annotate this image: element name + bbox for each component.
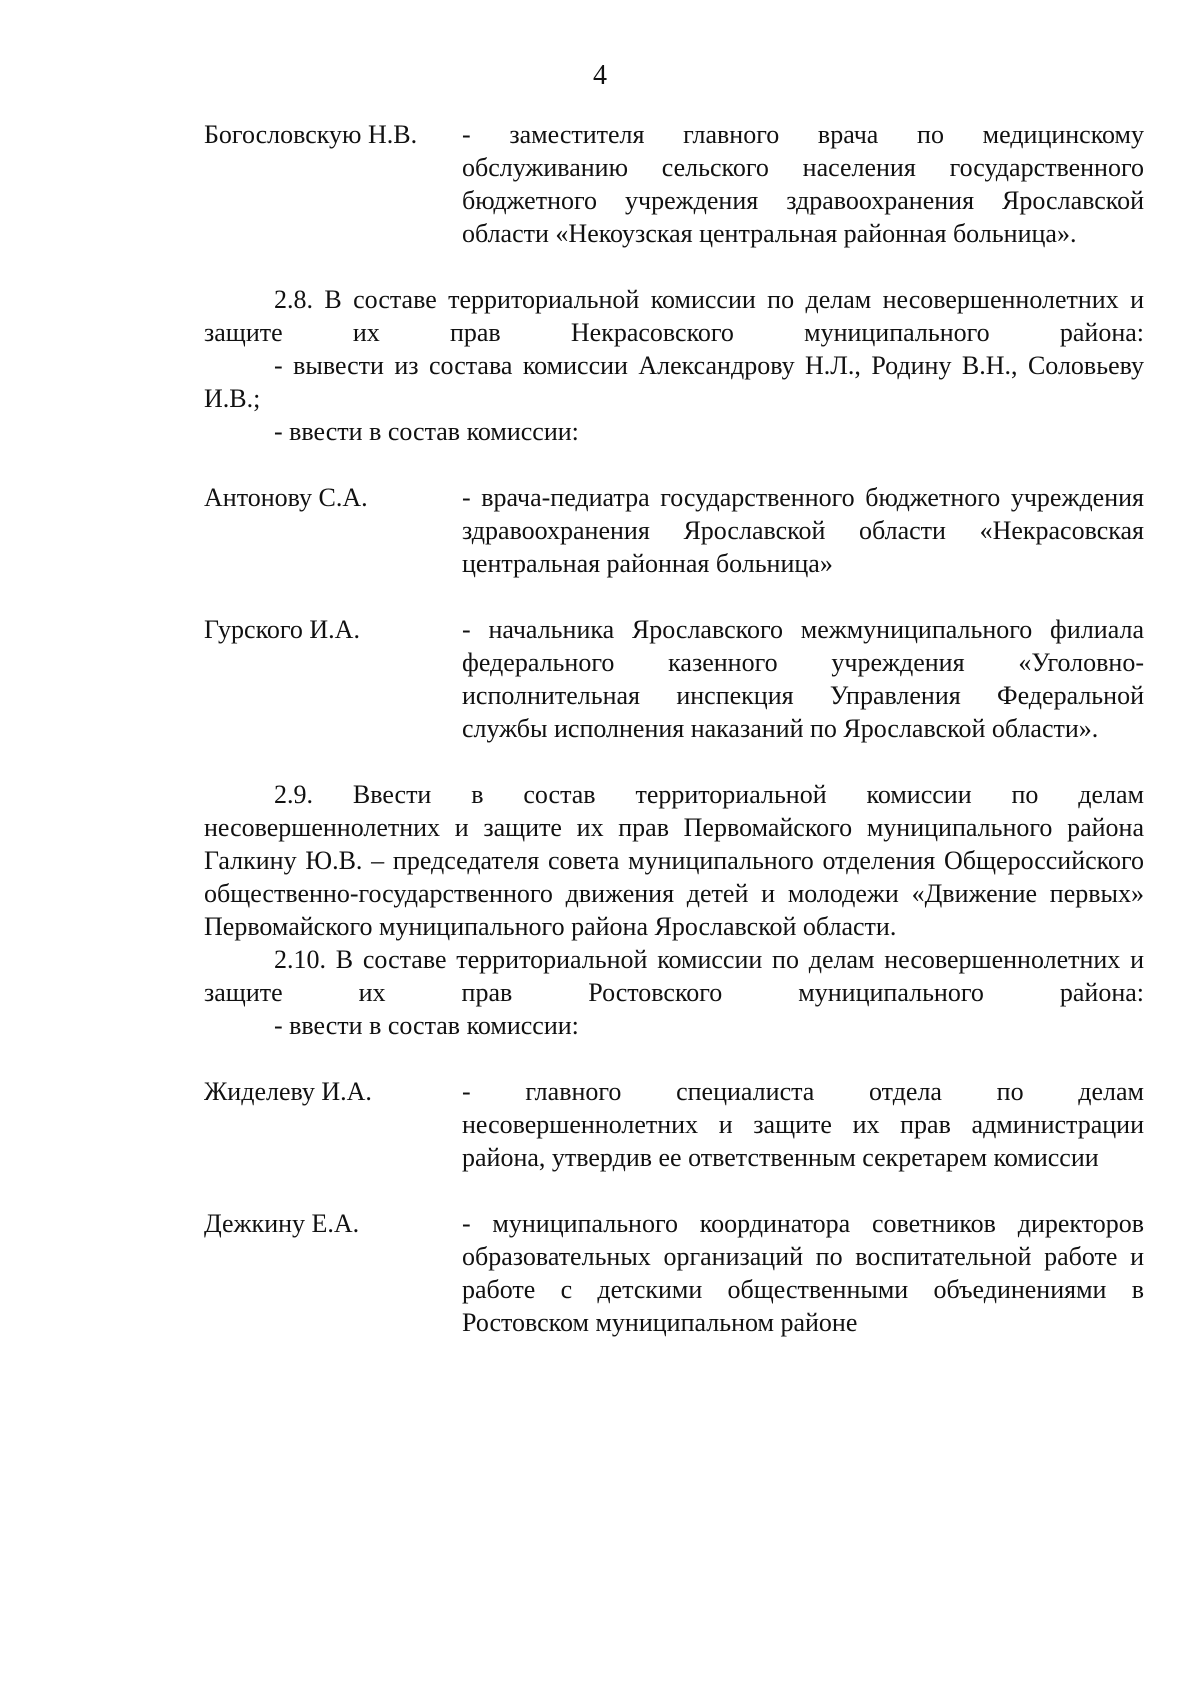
member-role: - врача-педиатра государственного бюджетного учреждения здравоохранения Ярославской области «Некрасовская центральная районная больница» xyxy=(462,483,1144,578)
member-role: - начальника Ярославского межмуниципального филиала федерального казенного учреждения «Уголовно-исполнительная инспекция Управления Федеральной службы исполнения наказаний по Ярославской области». xyxy=(462,615,1144,743)
member-entry-gurskiy xyxy=(204,613,1144,745)
section-2-8-remove-line: - вывести из состава комиссии Александрову Н.Л., Родину В.Н., Соловьеву И.В.; xyxy=(204,351,1144,413)
member-entry-antonova xyxy=(204,481,1144,580)
section-2-8-heading: 2.8. В составе территориальной комиссии по делам несовершеннолетних и защите их прав Некрасовского муниципального района: xyxy=(204,285,1144,347)
document-body xyxy=(204,118,1144,1339)
member-name: Гурского И.А. xyxy=(204,615,360,644)
member-name: Дежкину Е.А. xyxy=(204,1209,360,1238)
member-role: - заместителя главного врача по медицинскому обслуживанию сельского населения государственного бюджетного учреждения здравоохранения Ярославской области «Некоузская центральная районная больница». xyxy=(462,120,1144,248)
member-entry-zhideleva xyxy=(204,1075,1144,1174)
member-name: Антонову С.А. xyxy=(204,483,368,512)
section-2-10-heading: 2.10. В составе территориальной комиссии по делам несовершеннолетних и защите их прав Ростовского муниципального района: xyxy=(204,945,1144,1007)
section-2-10-add-line: - ввести в состав комиссии: xyxy=(274,1011,579,1040)
section-2-9-text: 2.9. Ввести в состав территориальной комиссии по делам несовершеннолетних и защите их прав Первомайского муниципального района Галкину Ю.В. – председателя совета муниципального отделения Общероссийского общественно-государственного движения детей и молодежи «Движение первых» Первомайского муниципального района Ярославской области. xyxy=(204,780,1144,941)
member-role: - муниципального координатора советников директоров образовательных организаций по воспитательной работе и работе с детскими общественными объединениями в Ростовском муниципальном районе xyxy=(462,1209,1144,1337)
member-entry-dezhkina xyxy=(204,1207,1144,1339)
member-role: - главного специалиста отдела по делам несовершеннолетних и защите их прав администрации района, утвердив ее ответственным секретарем комиссии xyxy=(462,1077,1144,1172)
member-name: Богословскую Н.В. xyxy=(204,120,418,149)
member-name: Жиделеву И.А. xyxy=(204,1077,372,1106)
section-2-8-add-line: - ввести в состав комиссии: xyxy=(274,417,579,446)
page-number: 4 xyxy=(593,60,607,91)
member-entry-bogoslovskaya xyxy=(204,118,1144,250)
